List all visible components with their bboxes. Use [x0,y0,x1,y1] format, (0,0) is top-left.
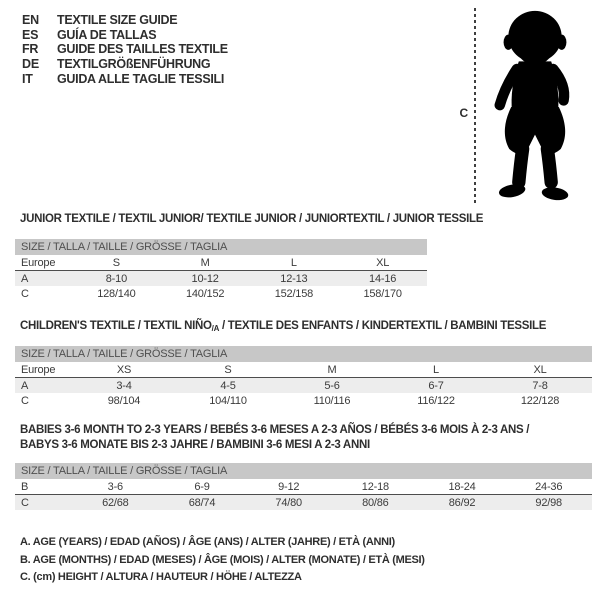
heading-subscript: /A [211,324,220,333]
babies-section-heading-line2: BABYS 3-6 MONATE BIS 2-3 JAHRE / BAMBINI 3-6 MESI A 2-3 ANNI [20,439,370,451]
footnote-c: C. (cm) HEIGHT / ALTURA / HAUTEUR / HÖHE / ALTEZZA [20,571,302,583]
table-cell: 128/140 [97,287,136,300]
table-cell: S [224,363,232,376]
row-label: B [21,480,29,493]
junior-size-table [15,239,427,301]
babies-size-table [15,463,592,510]
table-row-a [15,378,592,393]
table-cell: M [327,363,337,376]
language-title: GUÍA DE TALLAS [57,27,157,42]
height-label-c: C [459,106,468,120]
table-cell: XS [116,363,132,376]
table-cell: XL [533,363,547,376]
row-label: C [21,394,29,407]
table-cell: XL [376,256,390,269]
babies-section-heading-line1: BABIES 3-6 MONTH TO 2-3 YEARS / BEBÉS 3-6 MESES A 2-3 AÑOS / BÉBÉS 3-6 MOIS À 2-3 ANS / [20,424,530,436]
table-cell: 5-6 [324,379,340,392]
row-label: Europe [21,363,56,376]
table-cell: 12-18 [361,480,389,493]
table-row-b [15,479,592,495]
language-title: TEXTILGRÖßENFÜHRUNG [57,57,211,72]
table-cell: 92/98 [535,496,562,509]
language-code: EN [22,13,39,28]
language-row [22,57,228,72]
table-cell: 104/110 [209,394,247,407]
table-cell: 68/74 [188,496,216,509]
table-row-c [15,286,427,301]
table-cell: 9-12 [278,480,300,493]
table-cell: 62/68 [102,496,129,509]
size-table-header: SIZE / TALLA / TAILLE / GRÖSSE / TAGLIA [15,239,427,255]
language-code: IT [22,71,33,86]
table-cell: 140/152 [185,287,225,300]
table-cell: 6-7 [428,379,444,392]
table-row-c [15,495,592,510]
table-cell: 14-16 [369,272,397,285]
table-cell: 24-36 [535,480,563,493]
table-cell: M [200,256,210,269]
row-label: Europe [21,256,56,269]
table-cell: 110/116 [313,394,351,407]
table-row-europe [15,362,592,378]
size-table-header: SIZE / TALLA / TAILLE / GRÖSSE / TAGLIA [15,346,592,362]
table-row-europe [15,255,427,271]
language-list [22,13,228,86]
junior-section-heading: JUNIOR TEXTILE / TEXTIL JUNIOR/ TEXTILE JUNIOR / JUNIORTEXTIL / JUNIOR TESSILE [20,213,484,225]
table-cell: 10-12 [191,272,219,285]
table-cell: 122/128 [520,394,560,407]
footnote-a: A. AGE (YEARS) / EDAD (AÑOS) / ÂGE (ANS) / ALTER (JAHRE) / ETÀ (ANNI) [20,536,395,548]
table-cell: 152/158 [274,287,314,300]
heading-text: / TEXTILE DES ENFANTS / KINDERTEXTIL / BAMBINI TESSILE [219,320,547,332]
heading-text: CHILDREN'S TEXTILE / TEXTIL NIÑO [20,320,212,332]
table-cell: 158/170 [363,287,402,300]
children-size-table [15,346,592,408]
language-code: DE [22,57,39,72]
baby-silhouette-icon [482,8,588,208]
language-title: GUIDA ALLE TAGLIE TESSILI [57,71,225,86]
footnotes [20,534,425,587]
row-label: C [21,287,29,300]
language-code: FR [22,42,39,57]
table-cell: 6-9 [194,480,210,493]
language-row [22,71,228,86]
table-cell: S [112,256,120,269]
children-section-heading [20,320,546,333]
table-cell: L [433,363,439,376]
table-cell: 98/104 [107,394,141,407]
table-cell: 3-6 [107,480,123,493]
row-label: A [21,272,29,285]
language-row [22,13,228,28]
row-label: C [21,496,29,509]
language-title: TEXTILE SIZE GUIDE [57,13,178,28]
language-title: GUIDE DES TAILLES TEXTILE [57,42,228,57]
table-row-a [15,271,427,286]
table-cell: 7-8 [532,379,548,392]
table-cell: 18-24 [448,480,476,493]
table-cell: 116/122 [417,394,455,407]
table-cell: 8-10 [105,272,127,285]
table-cell: 12-13 [280,272,308,285]
table-cell: 3-4 [116,379,132,392]
language-row [22,42,228,57]
row-label: A [21,379,29,392]
footnote-b: B. AGE (MONTHS) / EDAD (MESES) / ÂGE (MOIS) / ALTER (MONATE) / ETÀ (MESI) [20,553,425,566]
language-row [22,28,228,43]
table-cell: 4-5 [220,379,236,392]
table-row-c [15,393,592,408]
table-cell: L [290,256,297,269]
height-dashed-line [474,8,476,206]
baby-height-figure [440,0,600,215]
language-code: ES [22,27,39,42]
table-cell: 74/80 [275,496,302,509]
size-table-header: SIZE / TALLA / TAILLE / GRÖSSE / TAGLIA [15,463,592,479]
table-cell: 80/86 [362,496,389,509]
table-cell: 86/92 [448,496,476,509]
